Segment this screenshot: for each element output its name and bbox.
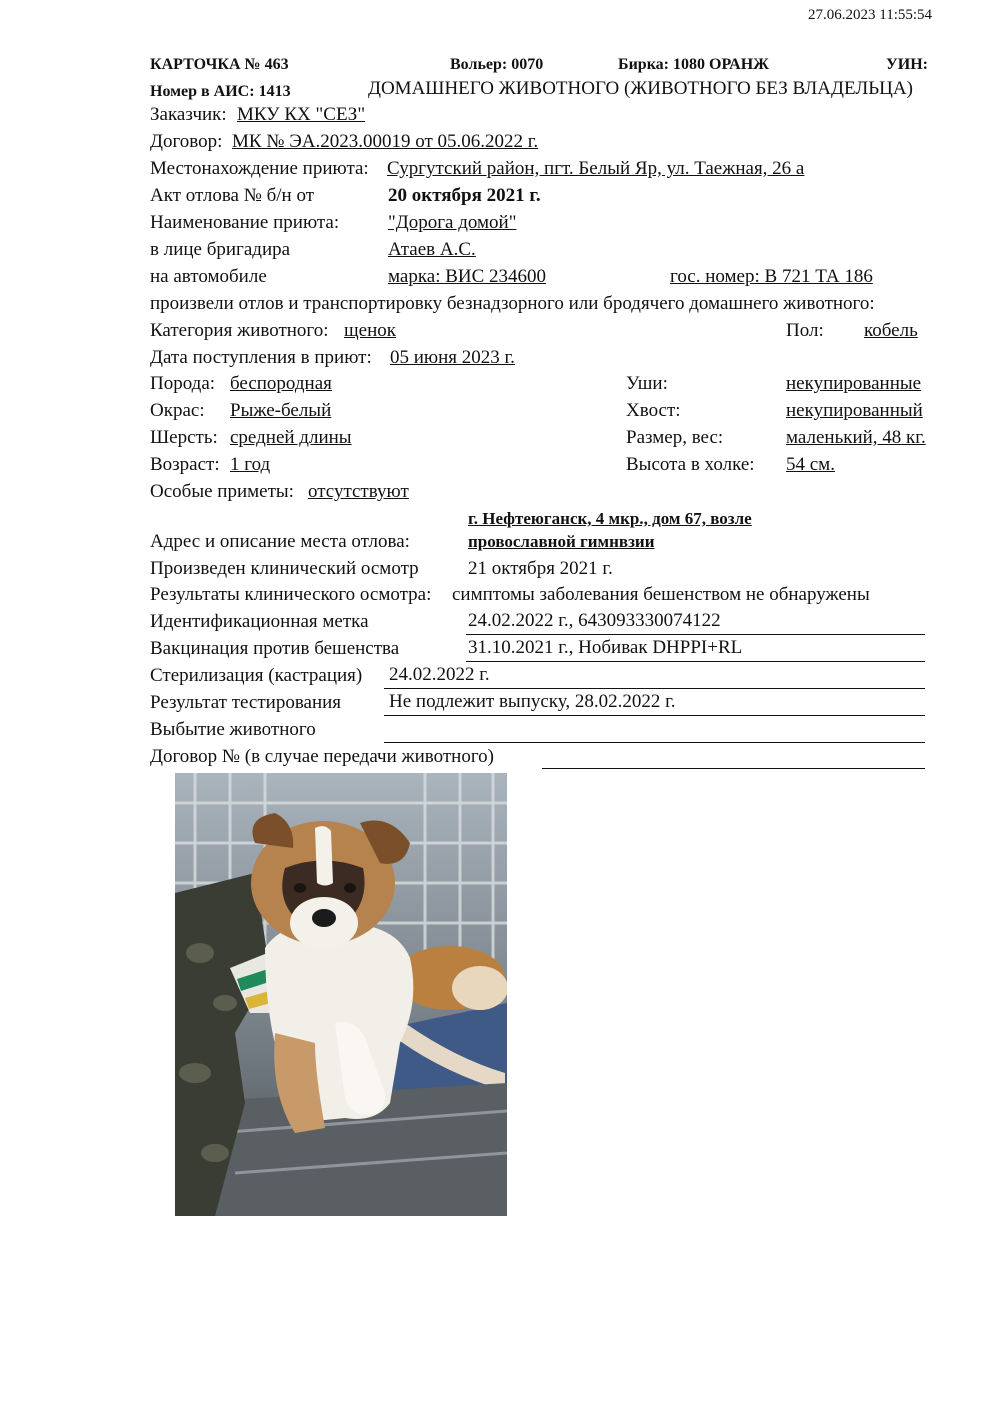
- test-result-value: Не подлежит выпуску, 28.02.2022 г.: [389, 691, 676, 712]
- contract-label: Договор:: [150, 131, 223, 152]
- customer-value: МКУ КХ "СЕЗ": [237, 104, 366, 125]
- age-label: Возраст:: [150, 454, 220, 475]
- card-title: ДОМАШНЕГО ЖИВОТНОГО (ЖИВОТНОГО БЕЗ ВЛАДЕЛЬЦА): [368, 78, 913, 99]
- enclosure-number: Вольер: 0070: [450, 56, 544, 73]
- arrival-date-value: 05 июня 2023 г.: [390, 347, 515, 368]
- print-timestamp: 27.06.2023 11:55:54: [808, 7, 933, 23]
- uin-label: УИН:: [886, 56, 928, 73]
- vehicle-label: на автомобиле: [150, 266, 267, 287]
- vehicle-model: марка: ВИС 234600: [388, 266, 547, 287]
- height-value: 54 см.: [786, 454, 835, 475]
- special-marks-value: отсутствуют: [308, 481, 409, 502]
- disposal-underline: [384, 742, 925, 743]
- tail-label: Хвост:: [626, 400, 681, 421]
- id-mark-underline: [466, 634, 925, 635]
- id-mark-value: 24.02.2022 г., 643093330074122: [468, 610, 721, 631]
- transfer-contract-underline: [542, 768, 925, 769]
- sex-label: Пол:: [786, 320, 824, 341]
- exam-results-label: Результаты клинического осмотра:: [150, 584, 432, 605]
- vehicle-plate: гос. номер: В 721 ТА 186: [670, 266, 873, 287]
- size-weight-label: Размер, вес:: [626, 427, 724, 448]
- shelter-location-value: Сургутский район, пгт. Белый Яр, ул. Таежная, 26 а: [387, 158, 805, 179]
- capture-address-line2: провославной гимнвзии: [468, 532, 655, 551]
- shelter-name-value: "Дорога домой": [388, 212, 517, 233]
- capture-address-label: Адрес и описание места отлова:: [150, 531, 410, 552]
- color-label: Окрас:: [150, 400, 205, 421]
- sterilization-value: 24.02.2022 г.: [389, 664, 490, 685]
- exam-date: 21 октября 2021 г.: [468, 558, 613, 579]
- vaccination-underline: [466, 661, 925, 662]
- color-value: Рыже-белый: [230, 400, 332, 421]
- capture-statement: произвели отлов и транспортировку безнадзорного или бродячего домашнего животного:: [150, 293, 875, 314]
- animal-photo: [175, 773, 507, 1216]
- tag-number: Бирка: 1080 ОРАНЖ: [618, 56, 769, 73]
- height-label: Высота в холке:: [626, 454, 755, 475]
- ears-label: Уши:: [626, 373, 668, 394]
- shelter-name-label: Наименование приюта:: [150, 212, 340, 233]
- id-mark-label: Идентификационная метка: [150, 611, 369, 632]
- test-result-label: Результат тестирования: [150, 692, 342, 713]
- contract-value: МК № ЭА.2023.00019 от 05.06.2022 г.: [232, 131, 539, 152]
- exam-results-value: симптомы заболевания бешенством не обнаружены: [452, 584, 870, 605]
- card-number: КАРТОЧКА № 463: [150, 56, 289, 73]
- arrival-date-label: Дата поступления в приют:: [150, 347, 372, 368]
- vaccination-value: 31.10.2021 г., Нобивак DHPPI+RL: [468, 637, 743, 658]
- test-result-underline: [384, 715, 925, 716]
- exam-label: Произведен клинический осмотр: [150, 558, 419, 579]
- sterilization-underline: [384, 688, 925, 689]
- ais-number: Номер в АИС: 1413: [150, 83, 291, 100]
- special-marks-label: Особые приметы:: [150, 481, 294, 502]
- age-value: 1 год: [230, 454, 271, 475]
- transfer-contract-label: Договор № (в случае передачи животного): [150, 746, 494, 767]
- category-label: Категория животного:: [150, 320, 329, 341]
- ears-value: некупированные: [786, 373, 922, 394]
- vaccination-label: Вакцинация против бешенства: [150, 638, 400, 659]
- breed-label: Порода:: [150, 373, 216, 394]
- foreman-value: Атаев А.С.: [388, 239, 476, 260]
- sex-value: кобель: [864, 320, 918, 341]
- disposal-label: Выбытие животного: [150, 719, 316, 740]
- shelter-location-label: Местонахождение приюта:: [150, 158, 369, 179]
- fur-value: средней длины: [230, 427, 352, 448]
- tail-value: некупированный: [786, 400, 923, 421]
- breed-value: беспородная: [230, 373, 332, 394]
- foreman-label: в лице бригадира: [150, 239, 291, 260]
- size-weight-value: маленький, 48 кг.: [786, 427, 926, 448]
- capture-act-label: Акт отлова № б/н от: [150, 185, 315, 206]
- customer-label: Заказчик:: [150, 104, 227, 125]
- sterilization-label: Стерилизация (кастрация): [150, 665, 363, 686]
- category-value: щенок: [344, 320, 396, 341]
- capture-act-date: 20 октября 2021 г.: [388, 185, 541, 206]
- fur-label: Шерсть:: [150, 427, 218, 448]
- capture-address-line1: г. Нефтеюганск, 4 мкр., дом 67, возле: [468, 509, 752, 528]
